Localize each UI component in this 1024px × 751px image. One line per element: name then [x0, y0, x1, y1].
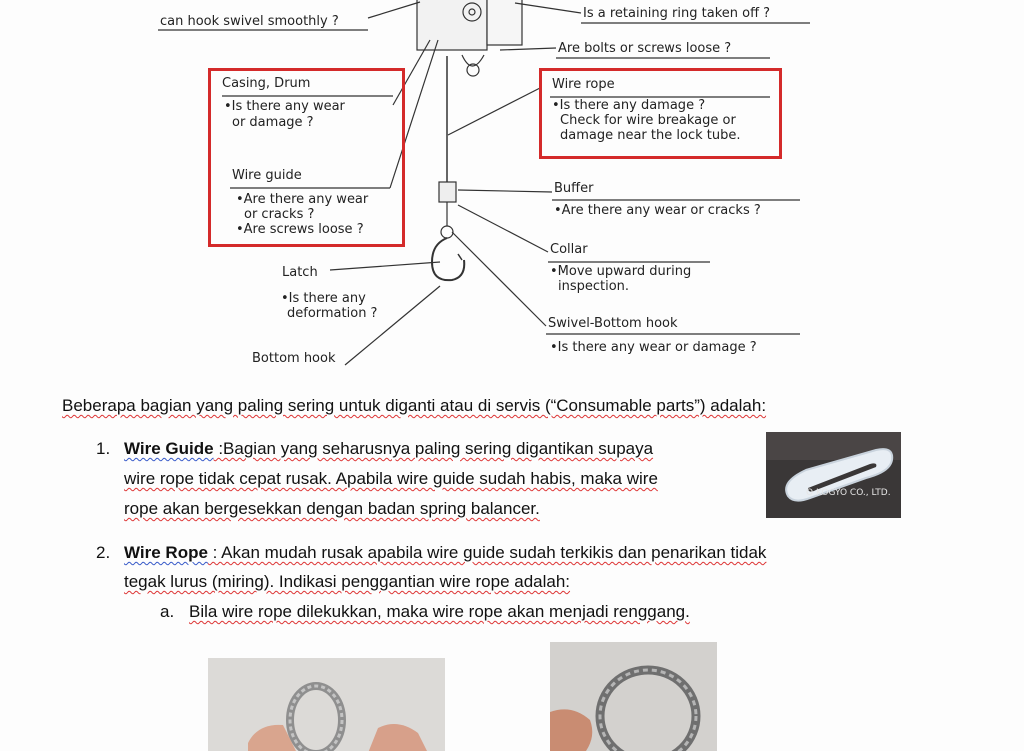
item1-line1-text: :Bagian yang seharusnya paling sering digantikan supaya — [213, 439, 654, 458]
buffer-question: •Are there any wear or cracks ? — [554, 203, 761, 218]
item1-line2: wire rope tidak cepat rusak. Apabila wire guide sudah habis, maka wire — [124, 469, 658, 488]
bottom-hook-label: Bottom hook — [252, 351, 336, 366]
casing-question-line1: •Is there any wear — [224, 99, 345, 114]
collar-title: Collar — [550, 242, 588, 257]
casing-drum-title: Casing, Drum — [222, 76, 311, 91]
item2-title: Wire Rope — [124, 543, 208, 562]
wire-guide-title: Wire guide — [232, 168, 302, 183]
item2-number: 2. — [96, 543, 111, 562]
collar-question-line2: inspection. — [558, 279, 630, 294]
swivel-bottom-hook-question: •Is there any wear or damage ? — [550, 340, 757, 355]
wire-guide-question-line3: •Are screws loose ? — [236, 222, 364, 237]
latch-question-line2: deformation ? — [287, 306, 378, 321]
item2-line1 — [124, 543, 766, 563]
wire-rope-question-line2: Check for wire breakage or — [560, 113, 736, 128]
wire-guide-question-line2: or cracks ? — [244, 207, 315, 222]
wire-guide-question-line1: •Are there any wear — [236, 192, 369, 207]
sub-item-a-text: Bila wire rope dilekukkan, maka wire rope akan menjadi renggang. — [189, 602, 690, 621]
latch-question-line1: •Is there any — [281, 291, 366, 306]
retaining-ring-question: Is a retaining ring taken off ? — [583, 6, 771, 21]
item2-line2: tegak lurus (miring). Indikasi penggantian wire rope adalah: — [124, 572, 571, 591]
wire-rope-question-line3: damage near the lock tube. — [560, 128, 741, 143]
item2-line1-text: : Akan mudah rusak apabila wire guide sudah terkikis dan penarikan tidak — [207, 543, 767, 562]
casing-question-line2: or damage ? — [232, 115, 314, 130]
wire-guide-photo-text: O KOGYO CO., LTD. — [806, 488, 891, 498]
wire-rope-question-line1: •Is there any damage ? — [552, 98, 706, 113]
swivel-bottom-hook-title: Swivel-Bottom hook — [548, 316, 678, 331]
collar-question-line1: •Move upward during — [550, 264, 692, 279]
item1-title: Wire Guide — [124, 439, 214, 458]
latch-title: Latch — [282, 265, 318, 280]
item1-number: 1. — [96, 439, 111, 458]
bolts-question: Are bolts or screws loose ? — [558, 41, 732, 56]
wire-guide-photo — [766, 432, 901, 518]
loose-wire-rope-photo — [550, 642, 717, 751]
sub-item-a-label: a. — [160, 602, 175, 621]
buffer-title: Buffer — [554, 181, 594, 196]
item1-line3: rope akan bergesekkan dengan badan spring balancer. — [124, 499, 540, 518]
bent-wire-rope-photo — [208, 658, 445, 751]
wire-rope-title: Wire rope — [552, 77, 615, 92]
swivel-question: can hook swivel smoothly ? — [160, 14, 339, 29]
item1-line1 — [124, 439, 653, 459]
intro-paragraph: Beberapa bagian yang paling sering untuk diganti atau di servis (“Consumable parts”) adalah: — [62, 396, 767, 415]
